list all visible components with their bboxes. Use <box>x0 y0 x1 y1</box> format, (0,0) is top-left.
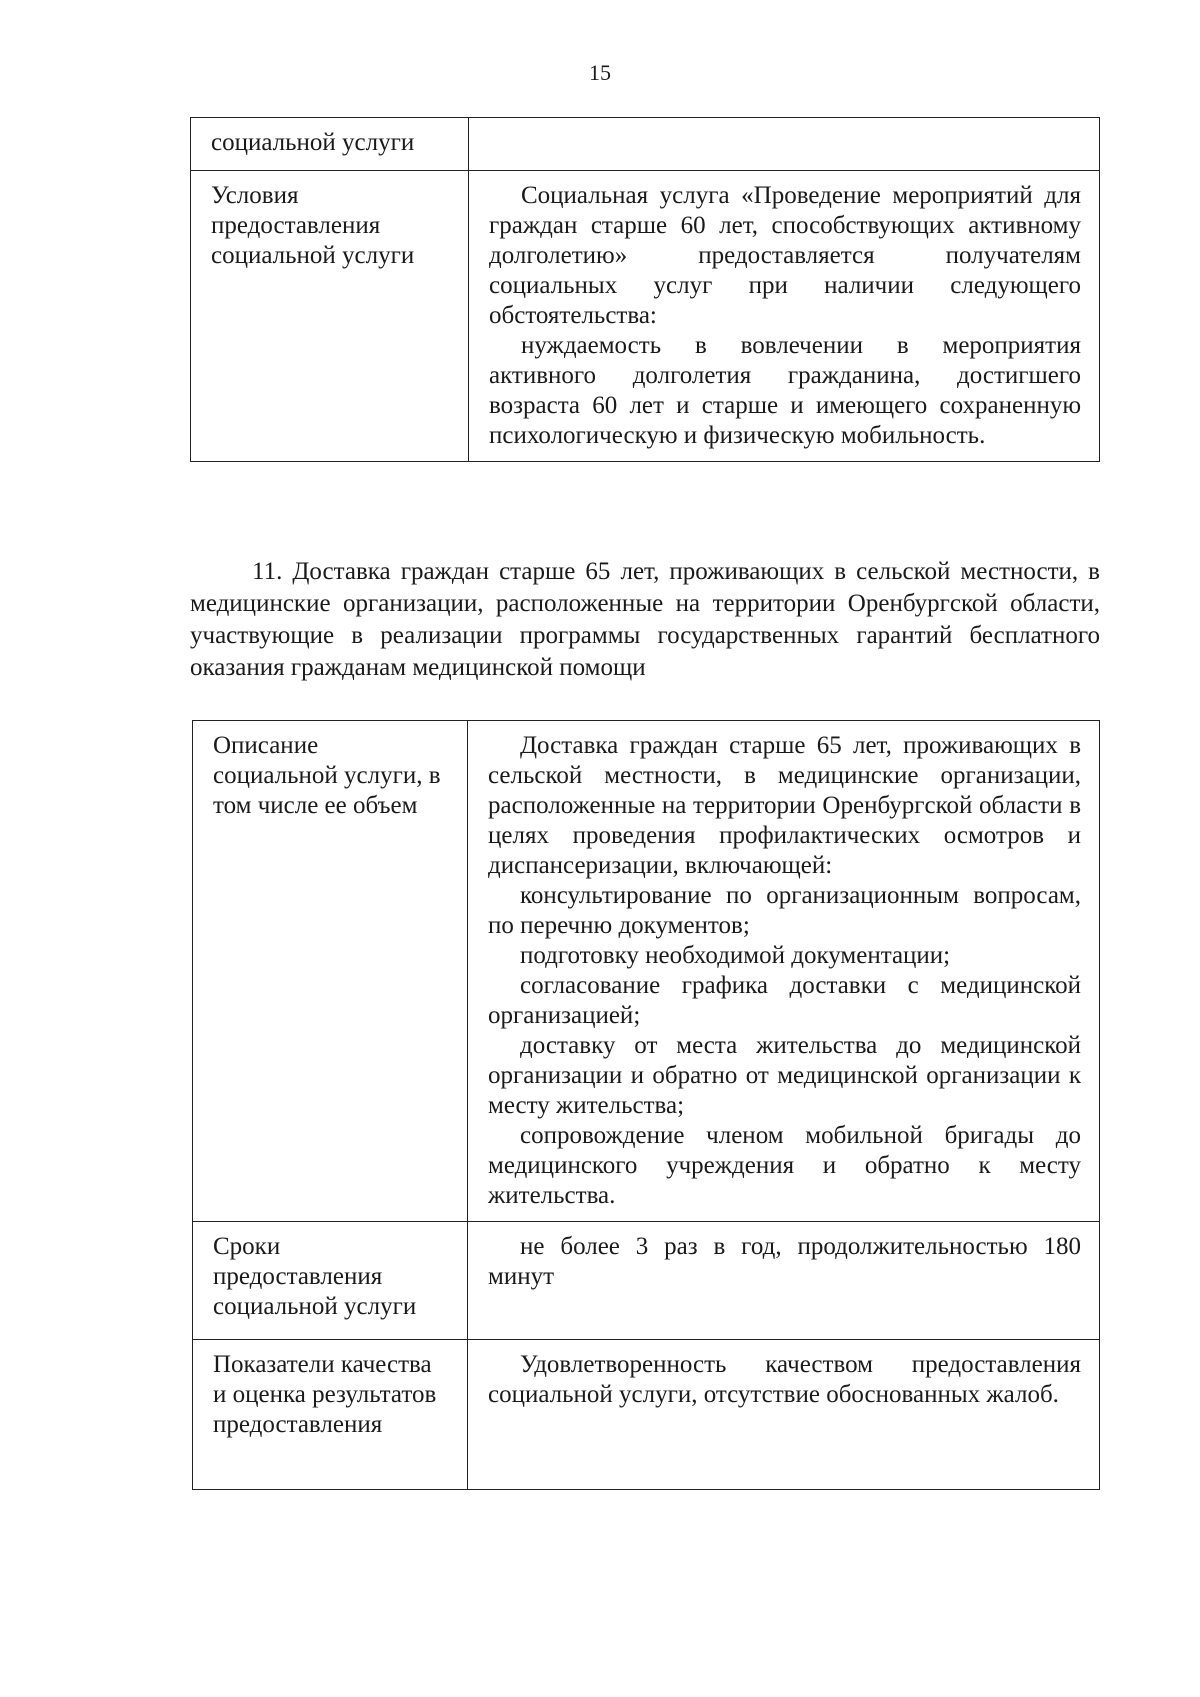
value-paragraph: консультирование по организационным вопросам, по перечню документов; <box>488 882 1081 939</box>
row-value <box>468 1340 1100 1490</box>
page-number: 15 <box>589 60 611 85</box>
row-value <box>468 1222 1100 1340</box>
row-value <box>468 721 1100 1222</box>
value-paragraph: Удовлетворенность качеством предоставления социальной услуги, отсутствие обоснованных жалоб. <box>488 1351 1081 1408</box>
table-row <box>193 721 1100 1222</box>
row-label: Условия предоставления социальной услуги <box>191 171 469 462</box>
row-label: Описание социальной услуги, в том числе ее объем <box>193 721 468 1222</box>
table-row <box>193 1340 1100 1490</box>
value-paragraph: не более 3 раз в год, продолжительностью 180 минут <box>488 1233 1081 1290</box>
service-description-table <box>192 720 1100 1490</box>
section-heading: 11. Доставка граждан старше 65 лет, проживающих в сельской местности, в медицинские организации, расположенные на территории Оренбургской области, участвующие в реализации программы государственных гарантий бесплатного оказания гражданам медицинской помощи <box>190 558 1100 681</box>
row-label: социальной услуги <box>191 118 469 171</box>
value-paragraph: нуждаемость в вовлечении в мероприятия активного долголетия гражданина, достигшего возраста 60 лет и старше и имеющего сохраненную психологическую и физическую мобильность. <box>489 332 1081 449</box>
row-label: Показатели качества и оценка результатов предоставления <box>193 1340 468 1490</box>
table-row <box>191 171 1100 462</box>
value-paragraph: Доставка граждан старше 65 лет, проживающих в сельской местности, в медицинские организации, расположенные на территории Оренбургской области в целях проведения профилактических осмотров и диспансеризации, включающей: <box>488 732 1081 879</box>
value-paragraph: доставку от места жительства до медицинской организации и обратно от медицинской организации к месту жительства; <box>488 1032 1081 1119</box>
row-value-empty <box>469 118 1100 171</box>
table-row <box>193 1222 1100 1340</box>
table-row <box>191 118 1100 171</box>
row-label: Сроки предоставления социальной услуги <box>193 1222 468 1340</box>
value-paragraph: согласование графика доставки с медицинской организацией; <box>488 972 1081 1029</box>
value-paragraph: Социальная услуга «Проведение мероприятий для граждан старше 60 лет, способствующих активному долголетию» предоставляется получателям социальных услуг при наличии следующего обстоятельства: <box>489 182 1081 329</box>
value-paragraph: сопровождение членом мобильной бригады до медицинского учреждения и обратно к месту жительства. <box>488 1122 1081 1209</box>
row-value <box>469 171 1100 462</box>
value-paragraph: подготовку необходимой документации; <box>520 942 951 969</box>
service-conditions-table <box>190 117 1100 462</box>
